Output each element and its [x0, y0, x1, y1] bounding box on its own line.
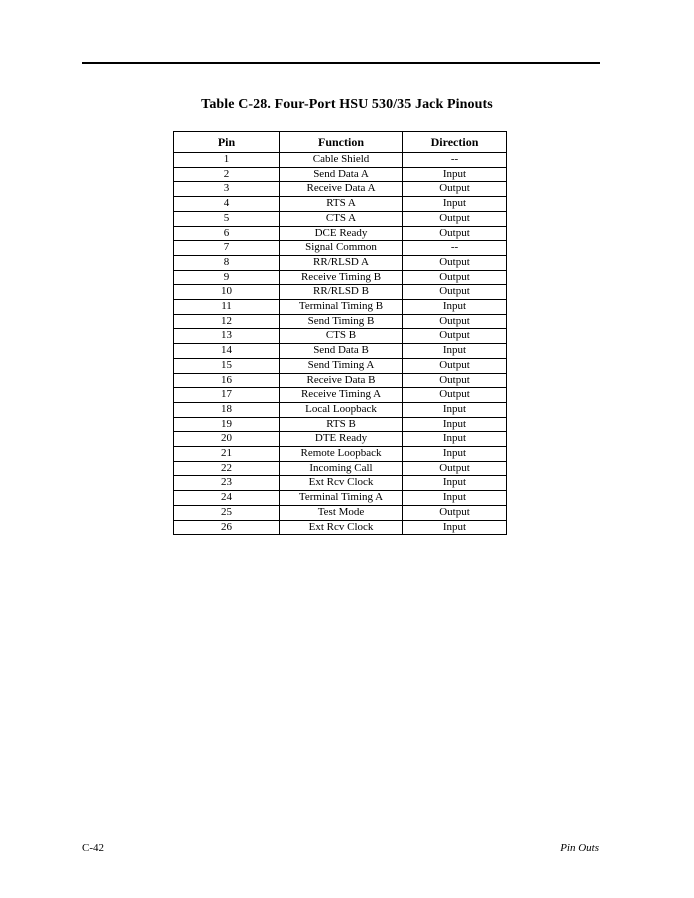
table-row — [174, 241, 507, 256]
pin-cell: 13 — [174, 329, 280, 344]
table-row — [174, 197, 507, 212]
direction-cell: Output — [403, 211, 507, 226]
direction-cell: Output — [403, 270, 507, 285]
table-row — [174, 329, 507, 344]
function-cell: RR/RLSD B — [280, 285, 403, 300]
function-cell: Receive Data A — [280, 182, 403, 197]
table-row — [174, 388, 507, 403]
function-cell: Remote Loopback — [280, 447, 403, 462]
pin-cell: 16 — [174, 373, 280, 388]
pin-cell: 21 — [174, 447, 280, 462]
pin-cell: 22 — [174, 461, 280, 476]
table-row — [174, 505, 507, 520]
function-cell: Test Mode — [280, 505, 403, 520]
pin-cell: 5 — [174, 211, 280, 226]
table-row — [174, 447, 507, 462]
table-row — [174, 476, 507, 491]
function-cell: CTS A — [280, 211, 403, 226]
function-cell: DCE Ready — [280, 226, 403, 241]
table-row — [174, 226, 507, 241]
pin-cell: 11 — [174, 300, 280, 315]
direction-cell: Input — [403, 476, 507, 491]
function-cell: Receive Timing A — [280, 388, 403, 403]
direction-cell: Input — [403, 402, 507, 417]
pin-cell: 4 — [174, 197, 280, 212]
direction-cell: Output — [403, 314, 507, 329]
table-row — [174, 255, 507, 270]
function-cell: Send Timing A — [280, 358, 403, 373]
pin-cell: 9 — [174, 270, 280, 285]
function-cell: Receive Timing B — [280, 270, 403, 285]
function-cell: RTS B — [280, 417, 403, 432]
pin-cell: 18 — [174, 402, 280, 417]
table-row — [174, 461, 507, 476]
function-cell: Incoming Call — [280, 461, 403, 476]
function-cell: Ext Rcv Clock — [280, 520, 403, 535]
direction-cell: -- — [403, 241, 507, 256]
function-cell: Send Data B — [280, 344, 403, 359]
header-direction: Direction — [403, 132, 507, 153]
pin-cell: 7 — [174, 241, 280, 256]
table-row — [174, 344, 507, 359]
direction-cell: Output — [403, 255, 507, 270]
function-cell: CTS B — [280, 329, 403, 344]
table-row — [174, 417, 507, 432]
table-row — [174, 314, 507, 329]
direction-cell: Output — [403, 358, 507, 373]
pinout-table — [173, 131, 507, 535]
header-function: Function — [280, 132, 403, 153]
pin-cell: 20 — [174, 432, 280, 447]
pin-cell: 17 — [174, 388, 280, 403]
pin-cell: 10 — [174, 285, 280, 300]
pin-cell: 8 — [174, 255, 280, 270]
function-cell: Terminal Timing B — [280, 300, 403, 315]
direction-cell: Output — [403, 373, 507, 388]
direction-cell: Output — [403, 285, 507, 300]
pin-cell: 24 — [174, 491, 280, 506]
direction-cell: Input — [403, 167, 507, 182]
pin-cell: 6 — [174, 226, 280, 241]
table-row — [174, 182, 507, 197]
function-cell: Send Data A — [280, 167, 403, 182]
table-row — [174, 211, 507, 226]
pin-cell: 15 — [174, 358, 280, 373]
pin-cell: 19 — [174, 417, 280, 432]
header-pin: Pin — [174, 132, 280, 153]
direction-cell: Input — [403, 197, 507, 212]
pin-cell: 1 — [174, 153, 280, 168]
direction-cell: Output — [403, 329, 507, 344]
section-name: Pin Outs — [560, 842, 599, 854]
function-cell: Local Loopback — [280, 402, 403, 417]
direction-cell: Output — [403, 388, 507, 403]
table-row — [174, 358, 507, 373]
direction-cell: Input — [403, 417, 507, 432]
table-row — [174, 270, 507, 285]
pin-cell: 2 — [174, 167, 280, 182]
table-row — [174, 432, 507, 447]
table-row — [174, 520, 507, 535]
pin-cell: 25 — [174, 505, 280, 520]
pin-cell: 3 — [174, 182, 280, 197]
direction-cell: -- — [403, 153, 507, 168]
page-number: C-42 — [82, 842, 104, 854]
function-cell: Terminal Timing A — [280, 491, 403, 506]
function-cell: RR/RLSD A — [280, 255, 403, 270]
table-body — [174, 153, 507, 535]
function-cell: Ext Rcv Clock — [280, 476, 403, 491]
table-row — [174, 285, 507, 300]
direction-cell: Output — [403, 505, 507, 520]
direction-cell: Output — [403, 226, 507, 241]
pin-cell: 14 — [174, 344, 280, 359]
function-cell: DTE Ready — [280, 432, 403, 447]
table-row — [174, 402, 507, 417]
direction-cell: Output — [403, 182, 507, 197]
direction-cell: Input — [403, 447, 507, 462]
table-title: Table C-28. Four-Port HSU 530/35 Jack Pinouts — [201, 97, 493, 112]
direction-cell: Output — [403, 461, 507, 476]
function-cell: Receive Data B — [280, 373, 403, 388]
pin-cell: 12 — [174, 314, 280, 329]
direction-cell: Input — [403, 491, 507, 506]
function-cell: Send Timing B — [280, 314, 403, 329]
table-row — [174, 491, 507, 506]
header-rule — [82, 62, 600, 64]
direction-cell: Input — [403, 300, 507, 315]
table-row — [174, 153, 507, 168]
direction-cell: Input — [403, 520, 507, 535]
pin-cell: 26 — [174, 520, 280, 535]
pin-cell: 23 — [174, 476, 280, 491]
table-header-row — [174, 132, 507, 153]
table-row — [174, 300, 507, 315]
function-cell: Signal Common — [280, 241, 403, 256]
function-cell: Cable Shield — [280, 153, 403, 168]
table-row — [174, 373, 507, 388]
direction-cell: Input — [403, 432, 507, 447]
direction-cell: Input — [403, 344, 507, 359]
table-row — [174, 167, 507, 182]
function-cell: RTS A — [280, 197, 403, 212]
